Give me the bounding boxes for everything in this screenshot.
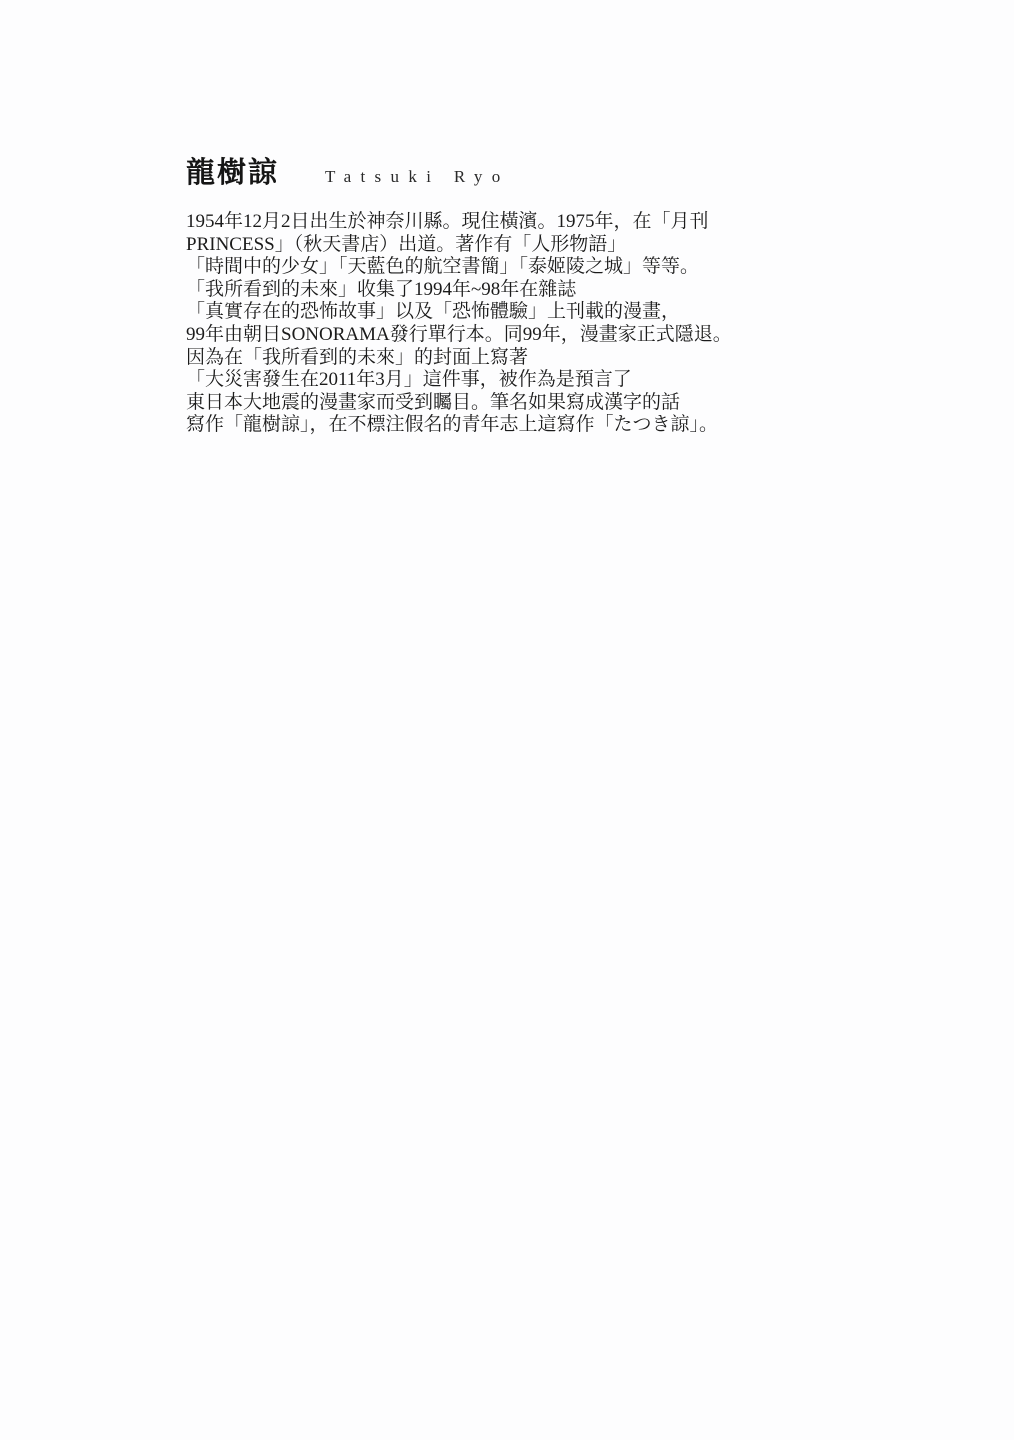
author-bio-block: [186, 150, 746, 437]
bio-line: 99年由朝日SONORAMA發行單行本。同99年，漫畫家正式隱退。: [186, 323, 732, 345]
author-name-header: [186, 150, 746, 191]
author-bio-paragraph: [186, 211, 746, 437]
bio-line: 1954年12月2日出生於神奈川縣。現住橫濱。1975年，在「月刊: [186, 211, 709, 232]
author-name-romaji: Tatsuki Ryo: [325, 167, 510, 186]
bio-line: 「我所看到的未來」收集了1994年~98年在雜誌: [186, 278, 577, 300]
bio-line: PRINCESS」（秋天書店）出道。著作有「人形物語」: [186, 233, 627, 255]
bio-line: 寫作「龍樹諒」，在不標注假名的青年志上這寫作「たつき諒」。: [186, 414, 719, 436]
bio-line: 「大災害發生在2011年3月」這件事，被作為是預言了: [186, 369, 632, 391]
bio-line: 「真實存在的恐怖故事」以及「恐怖體驗」上刊載的漫畫，: [186, 301, 681, 323]
bio-line: 因為在「我所看到的未來」的封面上寫著: [186, 346, 529, 368]
bio-line: 「時間中的少女」「天藍色的航空書簡」「泰姬陵之城」等等。: [186, 256, 700, 278]
bio-line: 東日本大地震的漫畫家而受到矚目。筆名如果寫成漢字的話: [186, 391, 681, 413]
author-name-kanji: 龍樹諒: [186, 157, 280, 189]
